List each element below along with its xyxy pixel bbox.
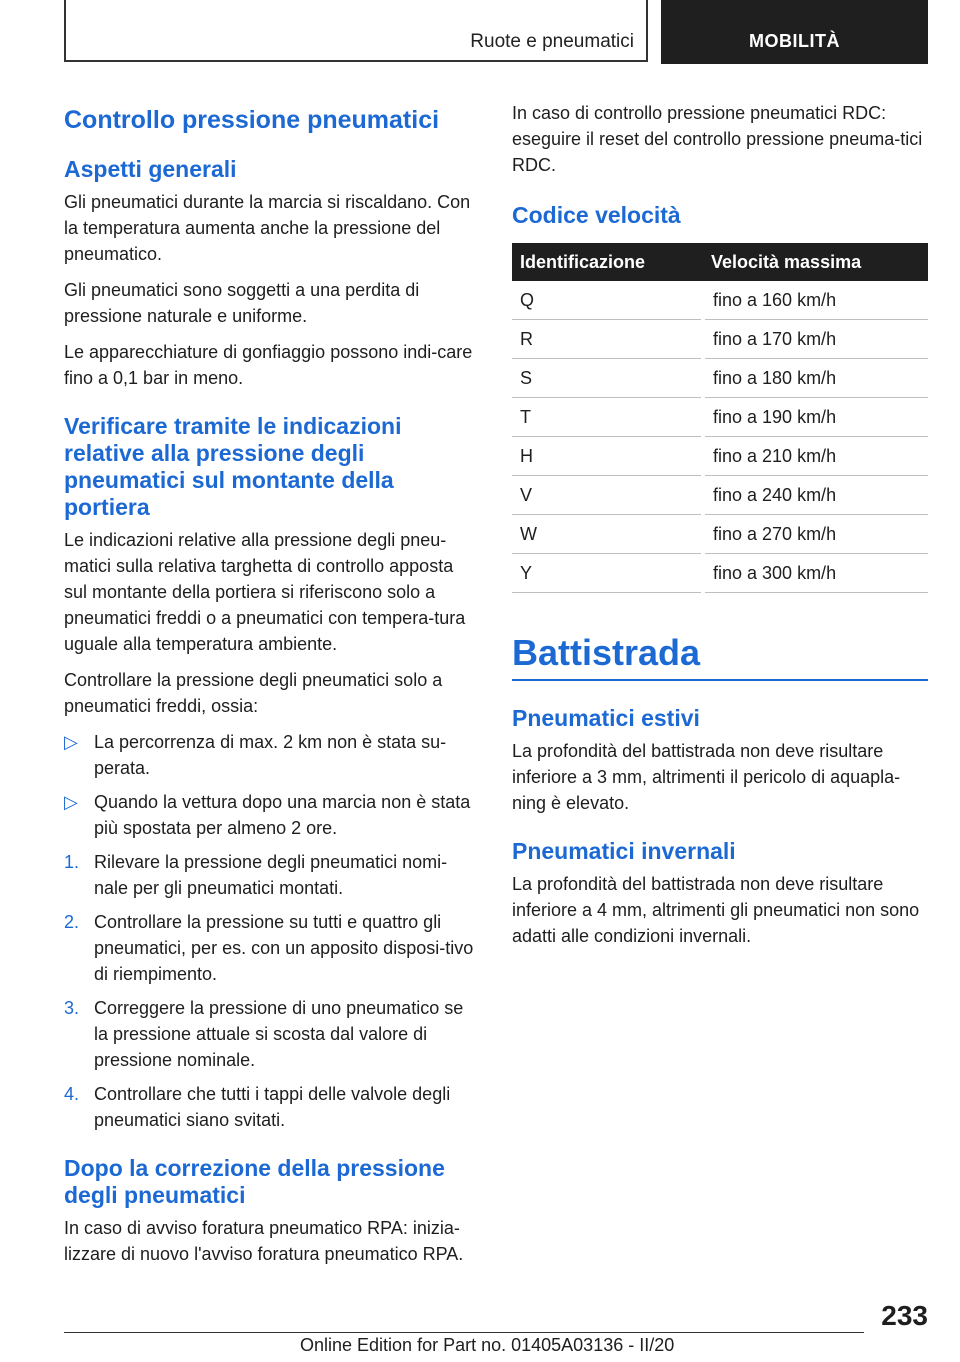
chapter-tab: [661, 0, 928, 64]
step-number: 2.: [64, 912, 80, 932]
winter-tires-heading: Pneumatici invernali: [512, 838, 736, 864]
column-header-id: Identificazione: [512, 243, 703, 281]
summer-tires-heading: Pneumatici estivi: [512, 705, 700, 731]
list-item: 1. Rilevare la pressione degli pneumatici nomi-nale per gli pneumatici montati.: [64, 849, 478, 901]
table-row: T fino a 190 km/h: [512, 398, 928, 437]
step-number: 4.: [64, 1084, 80, 1104]
speed-code-heading: Codice velocità: [512, 202, 681, 228]
tread-title: Battistrada: [512, 633, 928, 681]
left-column: [64, 100, 478, 1277]
step-number: 3.: [64, 998, 80, 1018]
table-row: W fino a 270 km/h: [512, 515, 928, 554]
page-number: 233: [881, 1300, 928, 1331]
general-paragraph-2: Gli pneumatici sono soggetti a una perdita di pressione naturale e uniforme.: [64, 280, 420, 326]
table-row: Q fino a 160 km/h: [512, 281, 928, 320]
section-title: Ruote e pneumatici: [470, 31, 634, 52]
table-row: H fino a 210 km/h: [512, 437, 928, 476]
table-row: S fino a 180 km/h: [512, 359, 928, 398]
edition-note: Online Edition for Part no. 01405A03136 - II/20: [300, 1335, 675, 1355]
after-correction-heading: Dopo la correzione della pressione degli pneumatici: [64, 1155, 445, 1208]
check-paragraph-1: Le indicazioni relative alla pressione degli pneu-matici sulla relativa targhetta di controllo apposta sul montante della portiera si riferiscono solo a pneumatici freddi o a pneumatici con tempera-tura uguale alla temperatura ambiente.: [64, 530, 466, 654]
list-item: 3. Correggere la pressione di uno pneumatico se la pressione attuale si scosta dal valore di pressione nominale.: [64, 995, 478, 1073]
page-title: Controllo pressione pneumatici: [64, 106, 440, 134]
table-row: Y fino a 300 km/h: [512, 554, 928, 593]
check-paragraph-2: Controllare la pressione degli pneumatici solo a pneumatici freddi, ossia:: [64, 670, 443, 716]
winter-tires-paragraph: La profondità del battistrada non deve risultare inferiore a 4 mm, altrimenti gli pneumatici non sono adatti alle condizioni invernali.: [512, 874, 920, 946]
triangle-bullet-icon: ▷: [64, 792, 78, 812]
section-tab: [64, 0, 648, 62]
right-column: [512, 100, 928, 959]
table-header-row: [512, 243, 928, 281]
triangle-bullet-icon: ▷: [64, 732, 78, 752]
page-header: [64, 0, 928, 64]
table-row: V fino a 240 km/h: [512, 476, 928, 515]
after-correction-paragraph: In caso di avviso foratura pneumatico RPA: inizia-lizzare di nuovo l'avviso foratura pneumatico RPA.: [64, 1218, 464, 1264]
list-item: 2. Controllare la pressione su tutti e quattro gli pneumatici, per es. con un apposito disposi-tivo di riempimento.: [64, 909, 478, 987]
column-header-speed: Velocità massima: [703, 243, 928, 281]
step-number: 1.: [64, 852, 80, 872]
list-item: ▷ La percorrenza di max. 2 km non è stata su-perata.: [64, 729, 478, 781]
general-paragraph-1: Gli pneumatici durante la marcia si riscaldano. Con la temperatura aumenta anche la pressione del pneumatico.: [64, 192, 471, 264]
general-heading: Aspetti generali: [64, 156, 237, 182]
general-paragraph-3: Le apparecchiature di gonfiaggio possono indi-care fino a 0,1 bar in meno.: [64, 342, 473, 388]
summer-tires-paragraph: La profondità del battistrada non deve risultare inferiore a 3 mm, altrimenti il pericolo di aquapla-ning è elevato.: [512, 741, 901, 813]
list-item: ▷ Quando la vettura dopo una marcia non è stata più spostata per almeno 2 ore.: [64, 789, 478, 841]
chapter-title: MOBILITÀ: [749, 31, 840, 51]
speed-table: [512, 243, 928, 593]
list-item: 4. Controllare che tutti i tappi delle valvole degli pneumatici siano svitati.: [64, 1081, 478, 1133]
table-row: R fino a 170 km/h: [512, 320, 928, 359]
rdc-paragraph: In caso di controllo pressione pneumatici RDC: eseguire il reset del controllo pressione pneuma-tici RDC.: [512, 103, 923, 175]
conditions-list: [64, 729, 478, 1133]
check-heading: Verificare tramite le indicazioni relative alla pressione degli pneumatici sul montante della portiera: [64, 413, 402, 520]
footer-divider: [64, 1332, 864, 1333]
